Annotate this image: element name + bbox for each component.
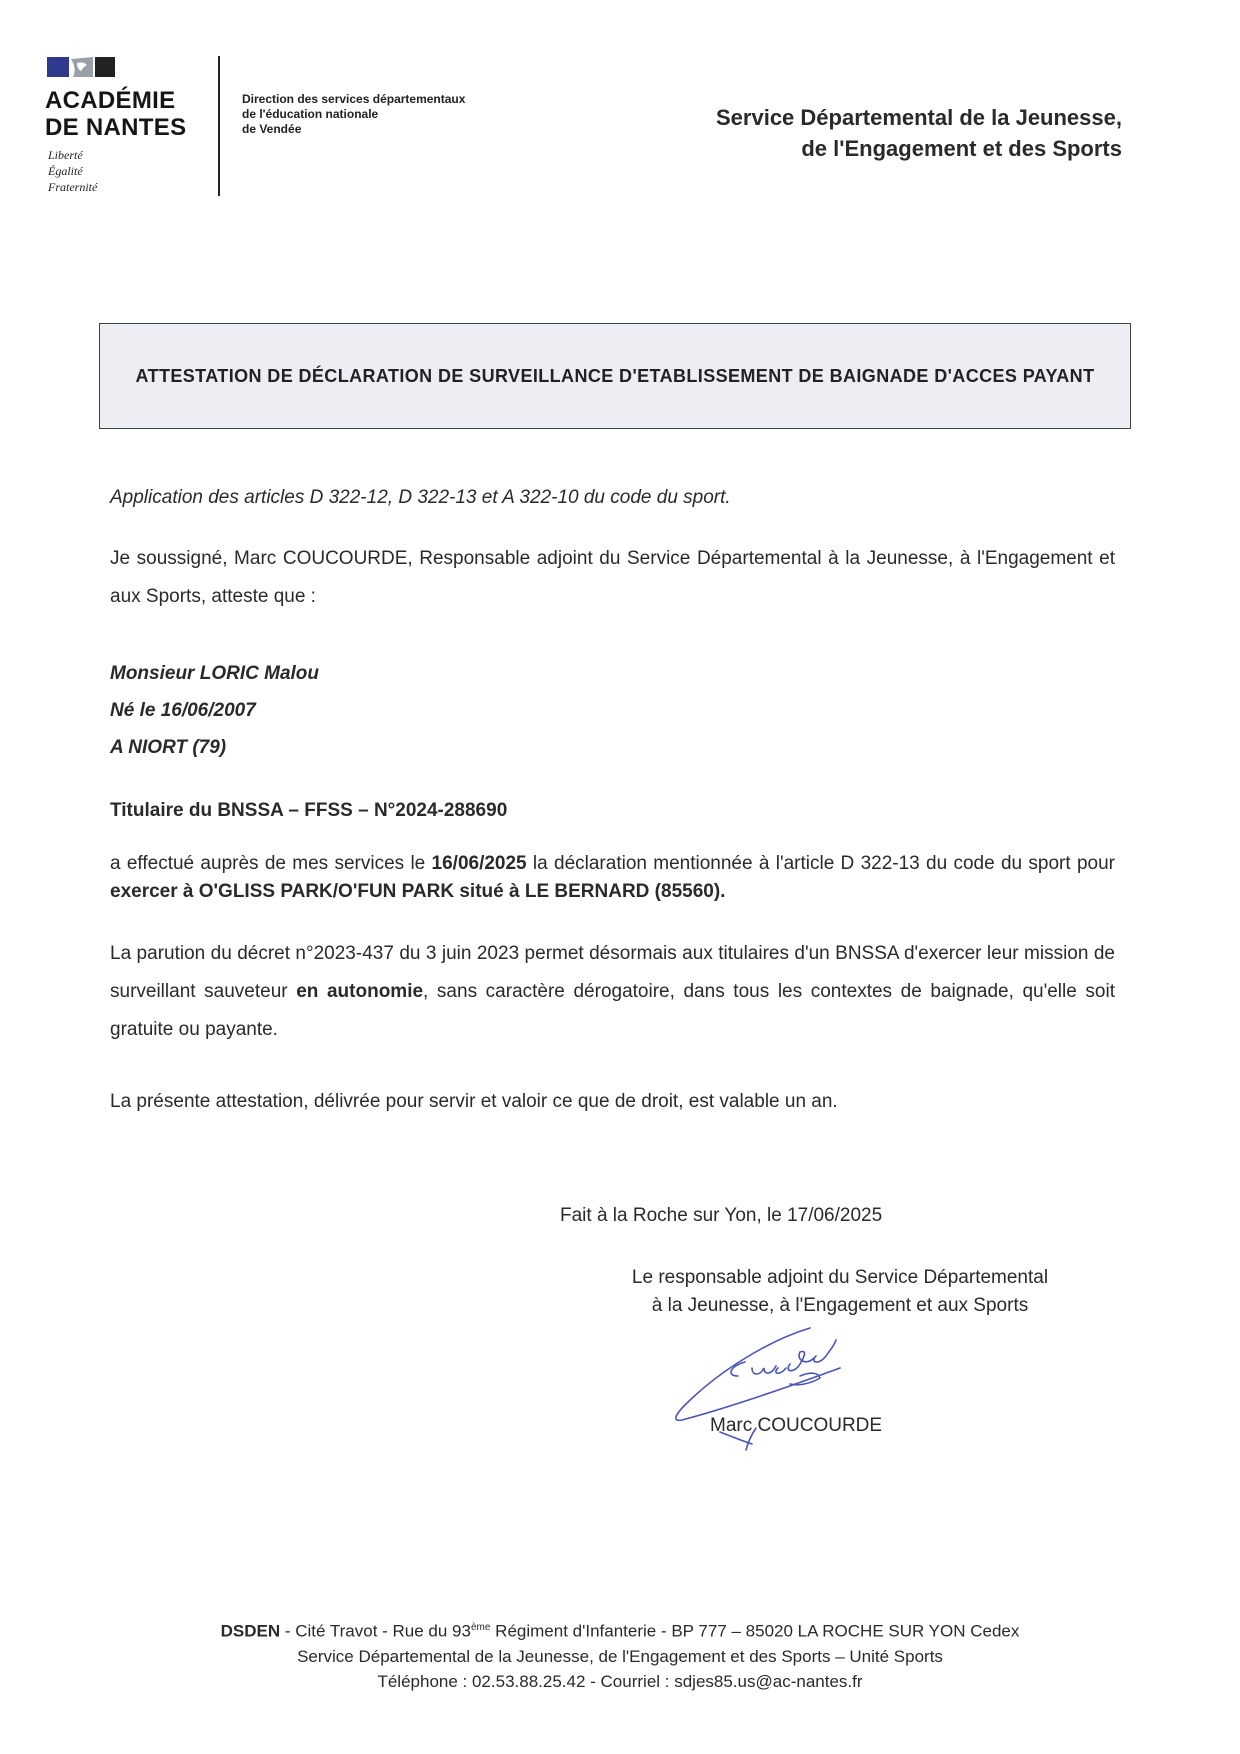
document-title: ATTESTATION DE DÉCLARATION DE SURVEILLANCE D'ETABLISSEMENT DE BAIGNADE D'ACCES PAYANT	[135, 366, 1095, 386]
republic-motto: Liberté Égalité Fraternité	[48, 148, 98, 194]
direction-text: Direction des services départementaux de l'éducation nationale de Vendée	[242, 92, 466, 136]
academie-name: ACADÉMIE DE NANTES	[45, 87, 187, 141]
person-name: Monsieur LORIC Malou	[110, 663, 319, 684]
footer-address: DSDEN - Cité Travot - Rue du 93ème Régiment d'Infanterie - BP 777 – 85020 LA ROCHE SUR YON Cedex	[220, 1621, 1020, 1641]
footer	[0, 1615, 1240, 1694]
parution-paragraph: La parution du décret n°2023-437 du 3 juin 2023 permet désormais aux titulaires d'un BNSSA d'exercer leur mission de surveillant sauveteur en autonomie, sans caractère dérogatoire, dans tous les contextes de baignade, qu'elle soit gratuite ou payante.	[110, 943, 1115, 1040]
document-title-box	[99, 323, 1131, 429]
declaration-date: 16/06/2025	[431, 853, 527, 874]
footer-contact: Téléphone : 02.53.88.25.42 - Courriel : sdjes85.us@ac-nantes.fr	[377, 1671, 863, 1691]
footer-service: Service Départemental de la Jeunesse, de l'Engagement et des Sports – Unité Sports	[297, 1646, 943, 1666]
validity-paragraph: La présente attestation, délivrée pour servir et valoir ce que de droit, est valable un an.	[110, 1091, 838, 1112]
declaration-paragraph: a effectué auprès de mes services le 16/06/2025 la déclaration mentionnée à l'article D 322-13 du code du sport pour exercer à O'GLISS PARK/O'FUN PARK situé à LE BERNARD (85560).	[110, 853, 1115, 902]
signatory-name: Marc COUCOURDE	[710, 1415, 883, 1436]
place-and-date: Fait à la Roche sur Yon, le 17/06/2025	[560, 1205, 883, 1226]
declaration-location: exercer à O'GLISS PARK/O'FUN PARK situé à LE BERNARD (85560).	[110, 881, 726, 902]
birth-date: Né le 16/06/2007	[110, 700, 256, 721]
je-soussigne-paragraph: Je soussigné, Marc COUCOURDE, Responsable adjoint du Service Départemental à la Jeunesse, à l'Engagement et aux Sports, atteste que :	[110, 548, 1115, 607]
person-identity	[110, 655, 1115, 766]
birth-place: A NIORT (79)	[110, 737, 227, 758]
header-divider	[218, 56, 220, 196]
signatory-role: Le responsable adjoint du Service Départemental à la Jeunesse, à l'Engagement et aux Sports	[631, 1267, 1049, 1316]
service-title: Service Départemental de la Jeunesse, de l'Engagement et des Sports	[716, 105, 1122, 161]
titulaire-bnssa: Titulaire du BNSSA – FFSS – N°2024-288690	[110, 800, 508, 821]
application-articles: Application des articles D 322-12, D 322-13 et A 322-10 du code du sport.	[110, 487, 731, 508]
marianne-emblem-icon	[47, 55, 117, 79]
